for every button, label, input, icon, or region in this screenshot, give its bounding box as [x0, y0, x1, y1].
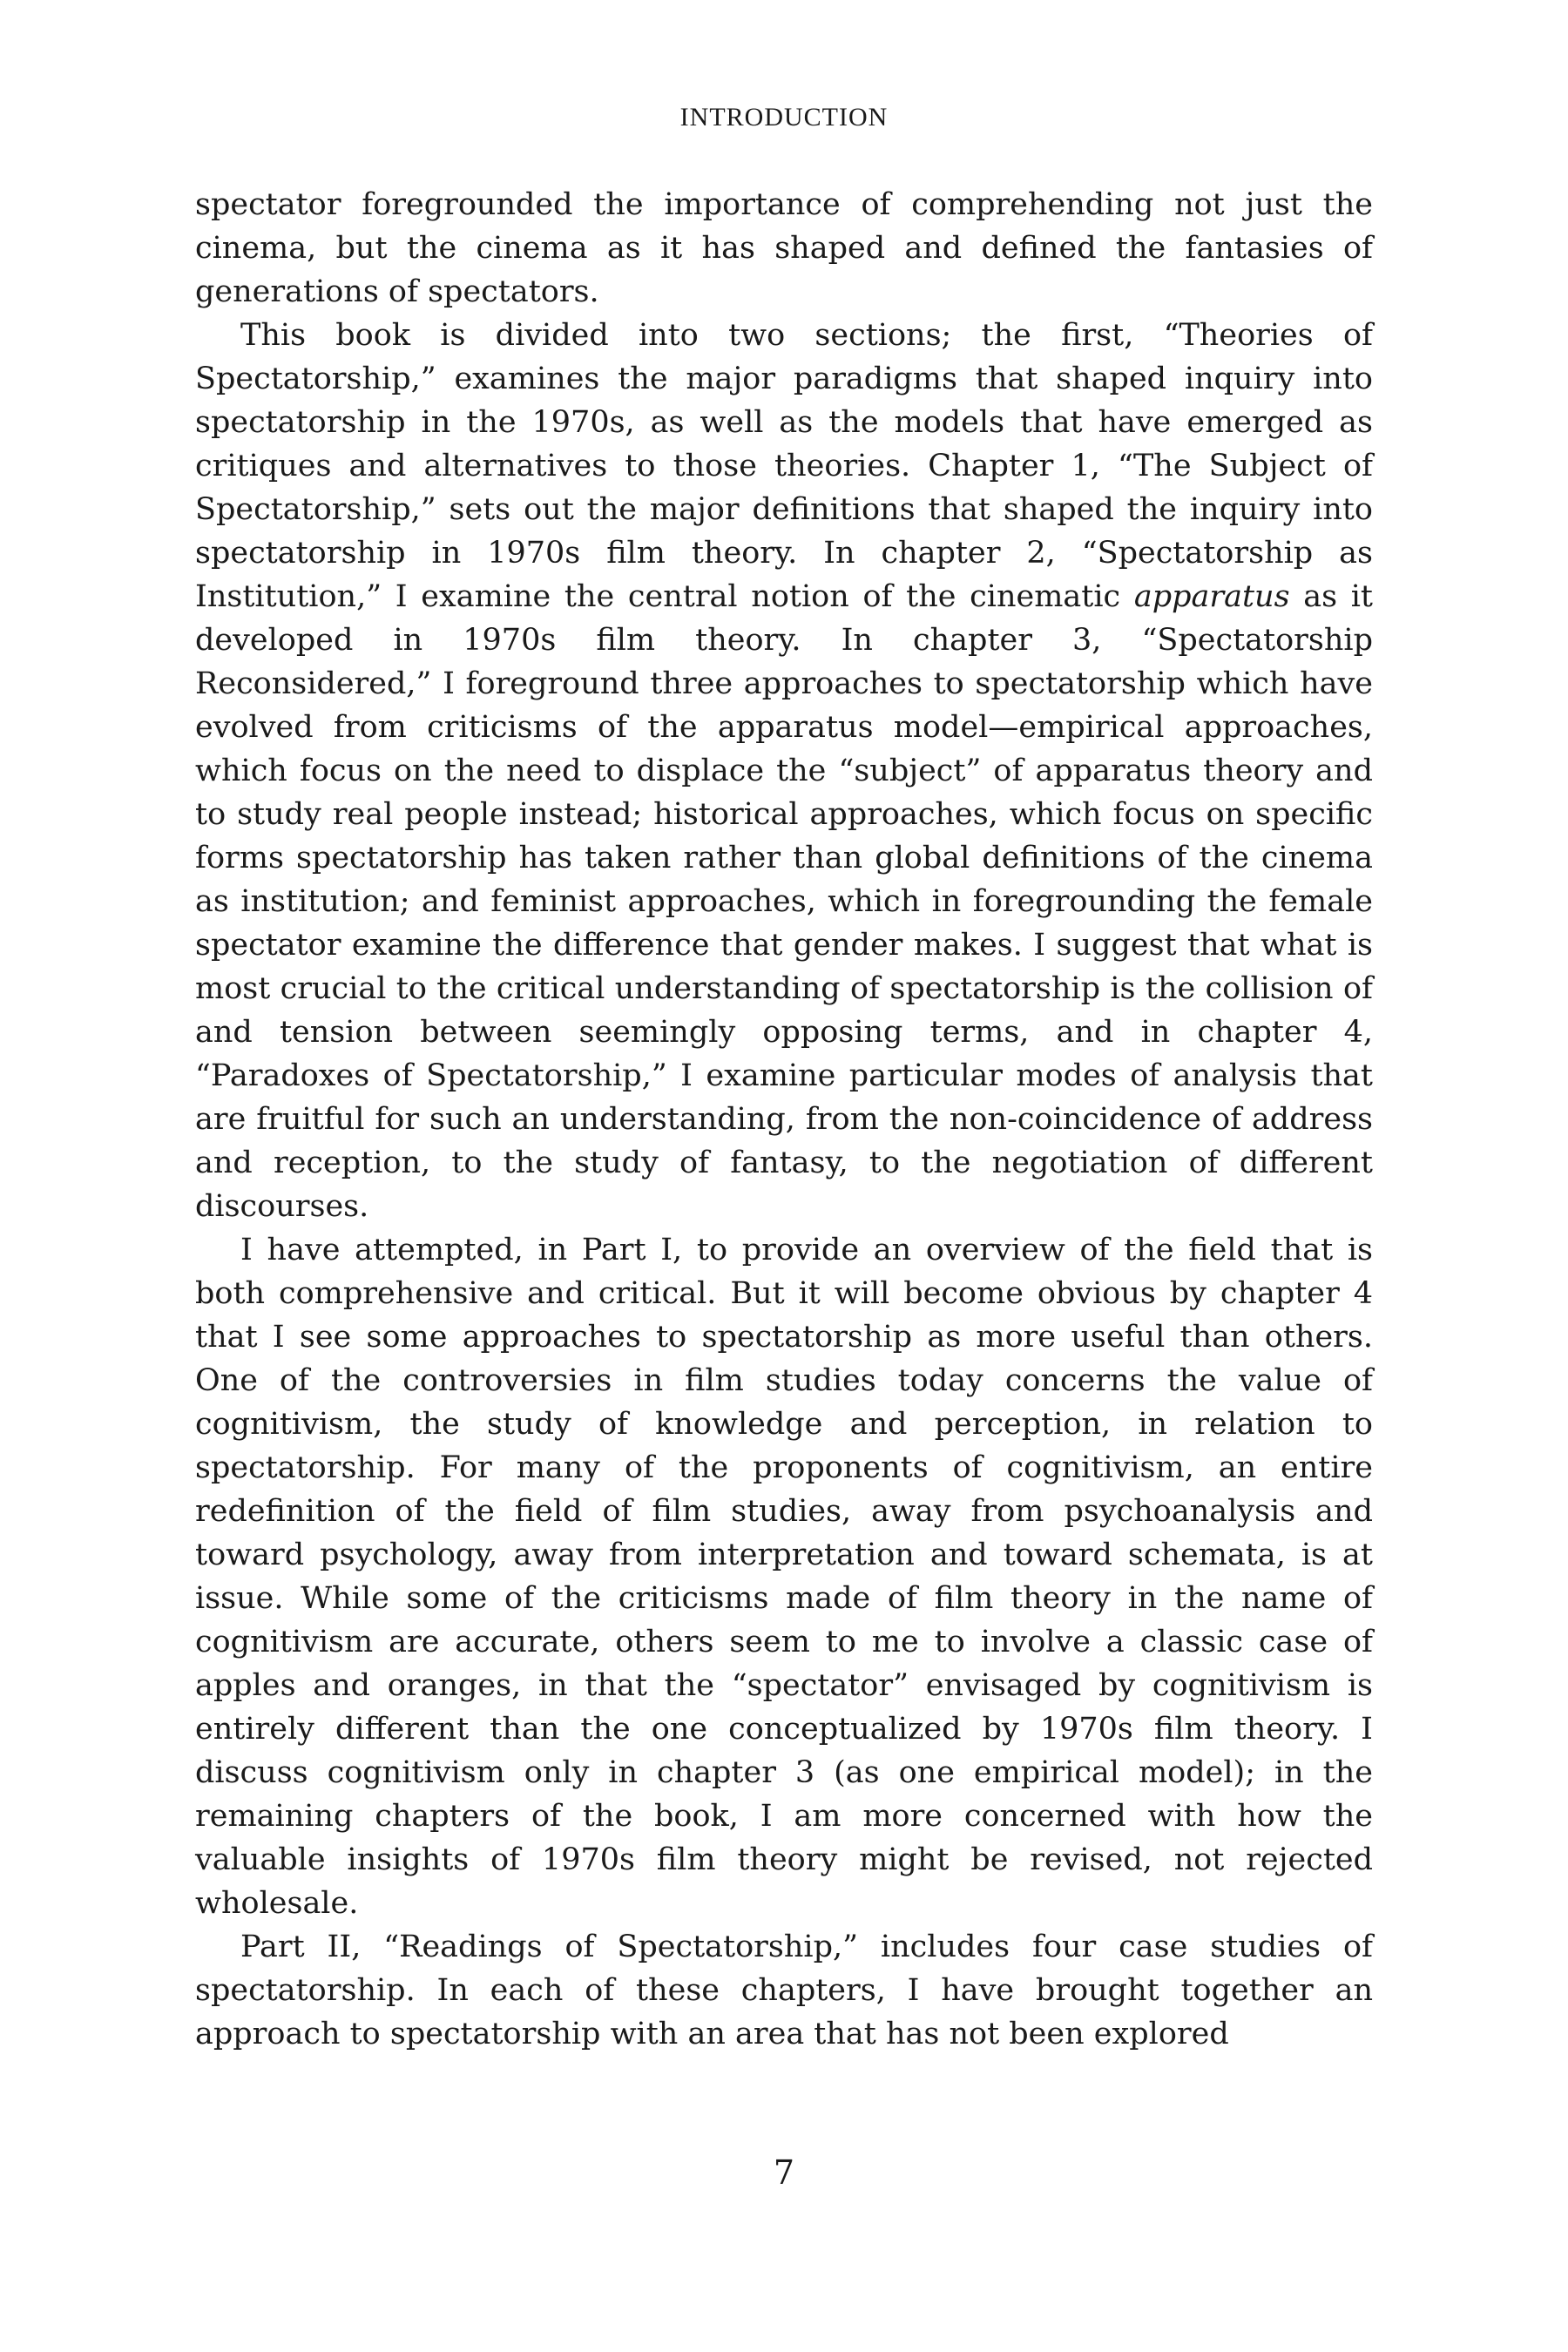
paragraph-1: spectator foregrounded the importance of comprehending not just the cinema, but the cinema as it has shaped and defined the fantasies of generations of spectators.: [195, 187, 1373, 309]
paragraph-2-text-after-italic: as it developed in 1970s film theory. In chapter 3, “Spectatorship Reconsidered,” I foreground three approaches to spectatorship which have evolved from criticisms of the apparatus model—empirical approaches, which focus on the need to displace the “subject” of apparatus theory and to study real people instead; historical approaches, which focus on specific forms spectatorship has taken rather than global definitions of the cinema as institution; and feminist approaches, which in foregrounding the female spectator examine the difference that gender makes. I suggest that what is most crucial to the critical understanding of spectatorship is the collision of and tension between seemingly opposing terms, and in chapter 4, “Paradoxes of Spectatorship,” I examine particular modes of analysis that are fruitful for such an understanding, from the non-coincidence of address and reception, to the study of fantasy, to the negotiation of different discourses.: [195, 579, 1373, 1224]
paragraph-3: I have attempted, in Part I, to provide an overview of the field that is both comprehensive and critical. But it will become obvious by chapter 4 that I see some approaches to spectatorship as more useful than others. One of the controversies in film studies today concerns the value of cognitivism, the study of knowledge and perception, in relation to spectatorship. For many of the proponents of cognitivism, an entire redefinition of the field of film studies, away from psychoanalysis and toward psychology, away from interpretation and toward schemata, is at issue. While some of the criticisms made of film theory in the name of cognitivism are accurate, others seem to me to involve a classic case of apples and oranges, in that the “spectator” envisaged by cognitivism is entirely different than the one conceptualized by 1970s film theory. I discuss cognitivism only in chapter 3 (as one empirical model); in the remaining chapters of the book, I am more concerned with how the valuable insights of 1970s film theory might be revised, not rejected wholesale.: [195, 1233, 1373, 1921]
paragraph-2-italic-term: apparatus: [1133, 579, 1290, 614]
paragraph-2-text-before-italic: This book is divided into two sections; the first, “Theories of Spectatorship,” examines the major paradigms that shaped inquiry into spectatorship in the 1970s, as well as the models that have emerged as critiques and alternatives to those theories. Chapter 1, “The Subject of Spectatorship,” sets out the major definitions that shaped the inquiry into spectatorship in 1970s film theory. In chapter 2, “Spectatorship as Institution,” I examine the central notion of the cinematic: [195, 318, 1373, 614]
running-head: INTRODUCTION: [679, 103, 889, 132]
body-text: [195, 183, 1373, 2056]
paragraph-2: [195, 314, 1373, 1228]
page-number: 7: [773, 2153, 795, 2192]
paragraph-4: Part II, “Readings of Spectatorship,” includes four case studies of spectatorship. In each of these chapters, I have brought together an approach to spectatorship with an area that has not been explored: [195, 1930, 1373, 2051]
